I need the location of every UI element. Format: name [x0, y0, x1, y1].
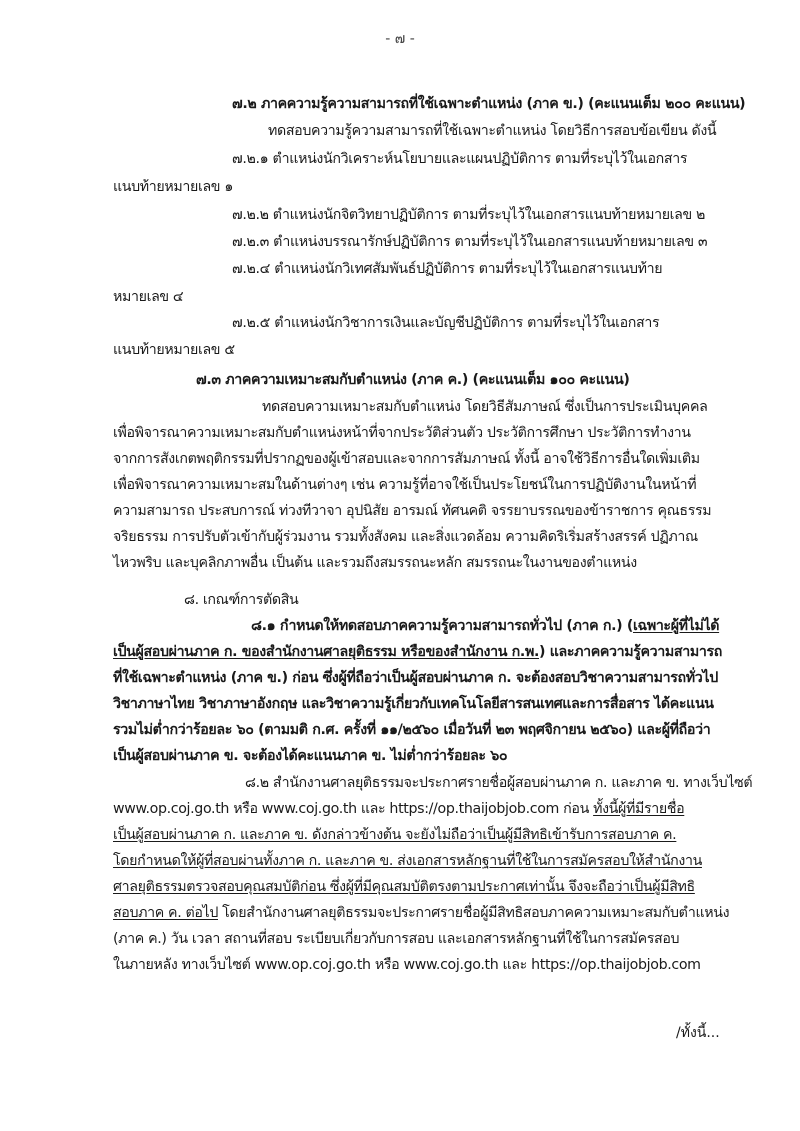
section-7-2-heading: ๗.๒ ภาคความรู้ความสามารถที่ใช้เฉพาะตำแหน่ง (ภาค ข.) (คะแนนเต็ม ๒๐๐ คะแนน) — [232, 96, 746, 112]
section-8-1-line-2-text: ) และภาคความรู้ความสามารถ — [539, 644, 722, 660]
section-7-3-line-3: จากการสังเกตพฤติกรรมที่ปรากฏของผู้เข้าสอบและจากการสัมภาษณ์ ทั้งนี้ อาจใช้วิธีการอื่นใดเพิ่มเติม — [113, 451, 700, 467]
section-7-3-line-5: ความสามารถ ประสบการณ์ ท่วงทีวาจา อุปนิสัย อารมณ์ ทัศนคติ จรรยาบรรณของข้าราชการ คุณธรรม — [113, 503, 712, 519]
section-8-2-line-6 — [113, 903, 729, 923]
section-8-1-line-1 — [251, 616, 719, 636]
section-8-1-line-5: รวมไม่ต่ำกว่าร้อยละ ๖๐ (ตามมติ ก.ศ. ครั้งที่ ๑๑/๒๕๖๐ เมื่อวันที่ ๒๓ พฤศจิกายน ๒๕๖๐) และผู้ที่ถือว่า — [113, 722, 711, 738]
section-7-3-line-1: ทดสอบความเหมาะสมกับตำแหน่ง โดยวิธีสัมภาษณ์ ซึ่งเป็นการประเมินบุคคล — [262, 399, 708, 415]
section-8-1-line-4: วิชาภาษาไทย วิชาภาษาอังกฤษ และวิชาความรู้เกี่ยวกับเทคโนโลยีสารสนเทศและการสื่อสาร ได้คะแนน — [113, 696, 714, 712]
section-7-3-line-2: เพื่อพิจารณาความเหมาะสมกับตำแหน่งหน้าที่จากประวัติส่วนตัว ประวัติการศึกษา ประวัติการทำงาน — [113, 425, 691, 441]
item-7-2-1: ๗.๒.๑ ตำแหน่งนักวิเคราะห์นโยบายและแผนปฏิบัติการ ตามที่ระบุไว้ในเอกสาร — [232, 151, 688, 167]
section-7-3-line-4: เพื่อพิจารณาความเหมาะสมในด้านต่างๆ เช่น ความรู้ที่อาจใช้เป็นประโยชน์ในการปฏิบัติงานในหน้าที่ — [113, 477, 697, 493]
item-7-2-5: ๗.๒.๕ ตำแหน่งนักวิชาการเงินและบัญชีปฏิบัติการ ตามที่ระบุไว้ในเอกสาร — [232, 315, 660, 331]
section-8-1-line-6: เป็นผู้สอบผ่านภาค ข. จะต้องได้คะแนนภาค ข. ไม่ต่ำกว่าร้อยละ ๖๐ — [113, 748, 508, 764]
section-8-2-line-8: ในภายหลัง ทางเว็บไซต์ www.op.coj.go.th หรือ www.coj.go.th และ https://op.thaijobjob.com — [113, 957, 701, 973]
section-8-2-line-2-text: www.op.coj.go.th หรือ www.coj.go.th และ https://op.thaijobjob.com ก่อน — [113, 801, 594, 817]
section-7-2-intro: ทดสอบความรู้ความสามารถที่ใช้เฉพาะตำแหน่ง โดยวิธีการสอบข้อเขียน ดังนี้ — [268, 123, 717, 139]
section-8-2-line-6-text: โดยสำนักงานศาลยุติธรรมจะประกาศรายชื่อผู้มีสิทธิสอบภาคความเหมาะสมกับตำแหน่ง — [218, 905, 730, 921]
page-number: - ๗ - — [385, 31, 415, 47]
section-8-1-line-1-text: ๘.๑ กำหนดให้ทดสอบภาคความรู้ความสามารถทั่วไป (ภาค ก.) ( — [251, 618, 633, 634]
section-8-2-line-2 — [113, 799, 684, 819]
section-8-1-line-2-underlined: เป็นผู้สอบผ่านภาค ก. ของสำนักงานศาลยุติธรรม หรือของสำนักงาน ก.พ. — [113, 644, 539, 660]
section-7-3-line-7: ไหวพริบ และบุคลิกภาพอื่น เป็นต้น และรวมถึงสมรรถนะหลัก สมรรถนะในงานของตำแหน่ง — [113, 555, 637, 571]
section-7-3-heading: ๗.๓ ภาคความเหมาะสมกับตำแหน่ง (ภาค ค.) (คะแนนเต็ม ๑๐๐ คะแนน) — [196, 372, 630, 388]
item-7-2-2: ๗.๒.๒ ตำแหน่งนักจิตวิทยาปฏิบัติการ ตามที่ระบุไว้ในเอกสารแนบท้ายหมายเลข ๒ — [232, 207, 706, 223]
item-7-2-4: ๗.๒.๔ ตำแหน่งนักวิเทศสัมพันธ์ปฏิบัติการ ตามที่ระบุไว้ในเอกสารแนบท้าย — [232, 261, 663, 277]
section-8-2-line-2-underlined: ทั้งนี้ผู้ที่มีรายชื่อ — [593, 801, 685, 817]
section-8-1-line-2 — [113, 642, 722, 662]
section-8-2-line-5: ศาลยุติธรรมตรวจสอบคุณสมบัติก่อน ซึ่งผู้ที่มีคุณสมบัติตรงตามประกาศเท่านั้น จึงจะถือว่าเป็นผู้มีสิทธิ — [113, 879, 695, 895]
section-8-2-line-4: โดยกำหนดให้ผู้ที่สอบผ่านทั้งภาค ก. และภาค ข. ส่งเอกสารหลักฐานที่ใช้ในการสมัครสอบให้สำนักงาน — [113, 853, 702, 869]
section-8-1-line-1-underlined: เฉพาะผู้ที่ไม่ได้ — [633, 618, 720, 634]
section-8-1-line-3: ที่ใช้เฉพาะตำแหน่ง (ภาค ข.) ก่อน ซึ่งผู้ที่ถือว่าเป็นผู้สอบผ่านภาค ก. จะต้องสอบวิชาความสามารถทั่วไป — [113, 670, 718, 686]
item-7-2-4-cont: หมายเลข ๔ — [113, 289, 184, 305]
item-7-2-3: ๗.๒.๓ ตำแหน่งบรรณารักษ์ปฏิบัติการ ตามที่ระบุไว้ในเอกสารแนบท้ายหมายเลข ๓ — [232, 234, 708, 250]
item-7-2-5-cont: แนบท้ายหมายเลข ๕ — [113, 342, 235, 358]
section-8-2-line-6-underlined: สอบภาค ค. ต่อไป — [113, 905, 218, 921]
section-7-3-line-6: จริยธรรม การปรับตัวเข้ากับผู้ร่วมงาน รวมทั้งสังคม และสิ่งแวดล้อม ความคิดริเริ่มสร้างสรรค์ ปฏิภาณ — [113, 529, 698, 545]
section-8-2-line-1: ๘.๒ สำนักงานศาลยุติธรรมจะประกาศรายชื่อผู้สอบผ่านภาค ก. และภาค ข. ทางเว็บไซต์ — [245, 775, 753, 791]
item-7-2-1-cont: แนบท้ายหมายเลข ๑ — [113, 179, 233, 195]
section-8-2-line-7: (ภาค ค.) วัน เวลา สถานที่สอบ ระเบียบเกี่ยวกับการสอบ และเอกสารหลักฐานที่ใช้ในการสมัครสอบ — [113, 931, 680, 947]
section-8-2-line-3: เป็นผู้สอบผ่านภาค ก. และภาค ข. ดังกล่าวข้างต้น จะยังไม่ถือว่าเป็นผู้มีสิทธิเข้ารับการสอบภาค ค. — [113, 827, 677, 843]
section-8-heading: ๘. เกณฑ์การตัดสิน — [184, 592, 299, 608]
continuation-marker: /ทั้งนี้... — [676, 1025, 720, 1041]
